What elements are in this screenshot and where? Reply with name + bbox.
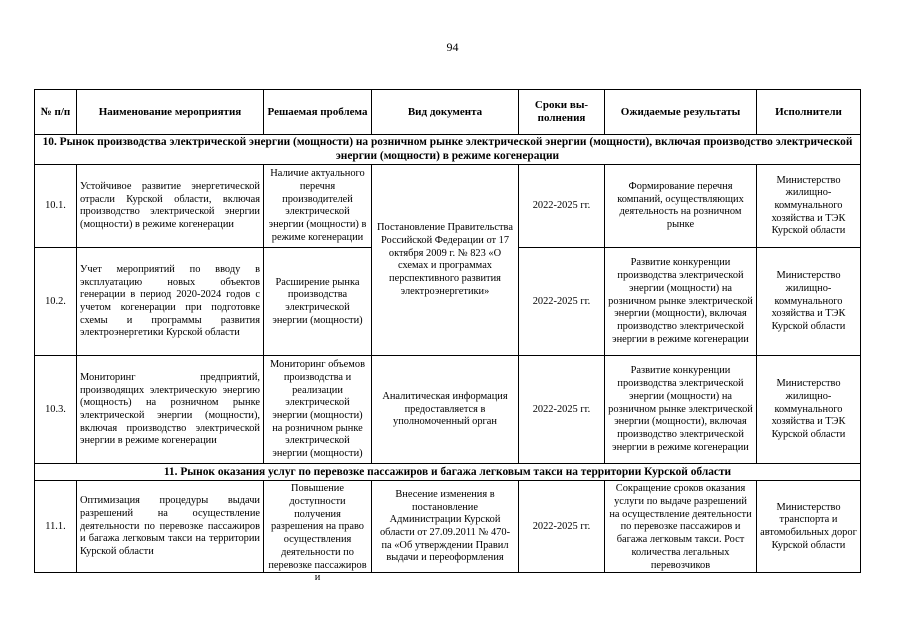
section-10-title-row — [35, 135, 861, 165]
row-executor: Министерство транспорта и автомобильных дорог Курской области — [757, 481, 861, 573]
header-results: Ожидаемые результаты — [605, 90, 757, 135]
row-problem: Мониторинг объемов производства и реализации электрической энергии (мощности) на розничном рынке электрической энергии (мощности) — [264, 356, 372, 464]
row-num: 10.1. — [35, 165, 77, 248]
header-problem: Решаемая проблема — [264, 90, 372, 135]
row-name: Мониторинг предприятий, производящих электрическую энергию (мощность) на розничном рынке электрической энергии (мощности), включая производство электрической энергии в режиме когенерации — [77, 356, 264, 464]
header-executors: Исполнители — [757, 90, 861, 135]
section-11-title-row — [35, 464, 861, 481]
table-row — [35, 165, 861, 248]
row-problem-text: Повышение доступности получения разрешения на право осуществления деятельности по перевозке пассажиров и — [268, 483, 367, 584]
row-doc-merged: Постановление Правительства Российской Федерации от 17 октября 2009 г. № 823 «О схемах и программах перспективного развития электроэнергетики» — [372, 165, 519, 356]
header-name: Наименование мероприятия — [77, 90, 264, 135]
row-result — [605, 481, 757, 573]
row-num: 11.1. — [35, 481, 77, 573]
row-doc — [372, 481, 519, 573]
measures-table — [34, 89, 861, 584]
header-deadline: Сроки выполнения — [519, 90, 605, 135]
header-num: № п/п — [35, 90, 77, 135]
row-num: 10.3. — [35, 356, 77, 464]
row-problem: Наличие актуального перечня производителей электрической энергии (мощности) в режиме когенерации — [264, 165, 372, 248]
header-doc-type: Вид документа — [372, 90, 519, 135]
section-11-title: 11. Рынок оказания услуг по перевозке пассажиров и багажа легковым такси на территории Курской области — [35, 464, 861, 481]
table-row — [35, 481, 861, 573]
table-row — [35, 356, 861, 464]
row-result-text: Сокращение сроков оказания услуги по выдаче разрешений на осуществление деятельности по перевозке пассажиров и багажа легковым такси. Рост количества легальных перевозчиков — [609, 483, 752, 571]
row-num: 10.2. — [35, 248, 77, 356]
row-deadline: 2022-2025 гг. — [519, 356, 605, 464]
row-result: Развитие конкуренции производства электрической энергии (мощности) на розничном рынке электрической энергии (мощности), включая производство электрической энергии в режиме когенерации — [605, 248, 757, 356]
page-number: 94 — [446, 40, 459, 54]
row-result: Развитие конкуренции производства электрической энергии (мощности) на розничном рынке электрической энергии (мощности), включая производство электрической энергии в режиме когенерации — [605, 356, 757, 464]
row-problem: Расширение рынка производства электрической энергии (мощности) — [264, 248, 372, 356]
row-deadline: 2022-2025 гг. — [519, 248, 605, 356]
row-name: Оптимизация процедуры выдачи разрешений на осуществление деятельности по перевозке пассажиров и багажа легковым такси на территории Курской области — [77, 481, 264, 573]
row-doc-text: Внесение изменения в постановление Администрации Курской области от 27.09.2011 № 470-па «Об утверждении Правил выдачи и переоформления — [379, 488, 511, 564]
row-doc: Аналитическая информация предоставляется в уполномоченный орган — [372, 356, 519, 464]
table-header-row — [35, 90, 861, 135]
row-executor: Министерство жилищно-коммунального хозяйства и ТЭК Курской области — [757, 356, 861, 464]
row-executor: Министерство жилищно-коммунального хозяйства и ТЭК Курской области — [757, 248, 861, 356]
row-problem — [264, 481, 372, 584]
row-deadline: 2022-2025 гг. — [519, 165, 605, 248]
row-result: Формирование перечня компаний, осуществляющих деятельность на розничном рынке — [605, 165, 757, 248]
row-executor: Министерство жилищно-коммунального хозяйства и ТЭК Курской области — [757, 165, 861, 248]
row-name: Устойчивое развитие энергетической отрасли Курской области, включая производство электрической энергии (мощности) в режиме когенерации — [77, 165, 264, 248]
section-10-title: 10. Рынок производства электрической энергии (мощности) на розничном рынке электрической энергии (мощности), включая производство электрической энергии (мощности) в режиме когенерации — [35, 135, 861, 165]
row-deadline: 2022-2025 гг. — [519, 481, 605, 573]
row-name: Учет мероприятий по вводу в эксплуатацию новых объектов генерации в период 2020-2024 годов с учетом когенерации при подготовке схемы и программы развития электроэнергетики Курской области — [77, 248, 264, 356]
